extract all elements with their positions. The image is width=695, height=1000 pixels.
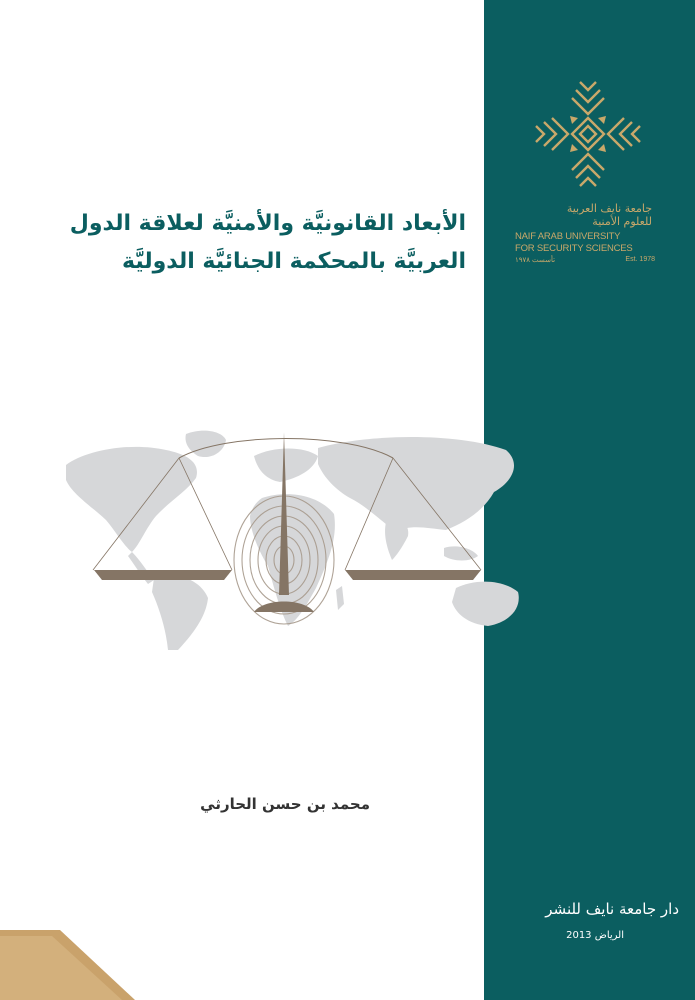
university-name-english-line2: FOR SECURITY SCIENCES — [515, 243, 633, 254]
university-established-row — [515, 256, 655, 266]
university-name-english-line1: NAIF ARAB UNIVERSITY — [515, 231, 621, 242]
world-map-icon — [66, 431, 519, 650]
university-name-arabic-line2: للعلوم الأمنية — [592, 215, 652, 228]
university-name-arabic-line1: جامعة نايف العربية — [566, 202, 652, 215]
book-title-line2: العربيَّة بالمحكمة الجنائيَّة الدوليَّة — [122, 249, 466, 274]
publication-place-year: الرياض 2013 — [566, 930, 624, 941]
book-title-line1: الأبعاد القانونيَّة والأمنيَّة لعلاقة الدول — [69, 211, 466, 236]
university-logo-icon — [532, 78, 644, 190]
book-title — [60, 205, 466, 281]
established-english: Est. 1978 — [625, 256, 655, 263]
publisher-name: دار جامعة نايف للنشر — [545, 900, 679, 918]
author-name: محمد بن حسن الحارثي — [200, 795, 370, 813]
corner-accent-icon — [0, 930, 140, 1000]
established-arabic: تأسست ١٩٧٨ — [515, 257, 556, 264]
cover-artwork — [36, 420, 556, 650]
